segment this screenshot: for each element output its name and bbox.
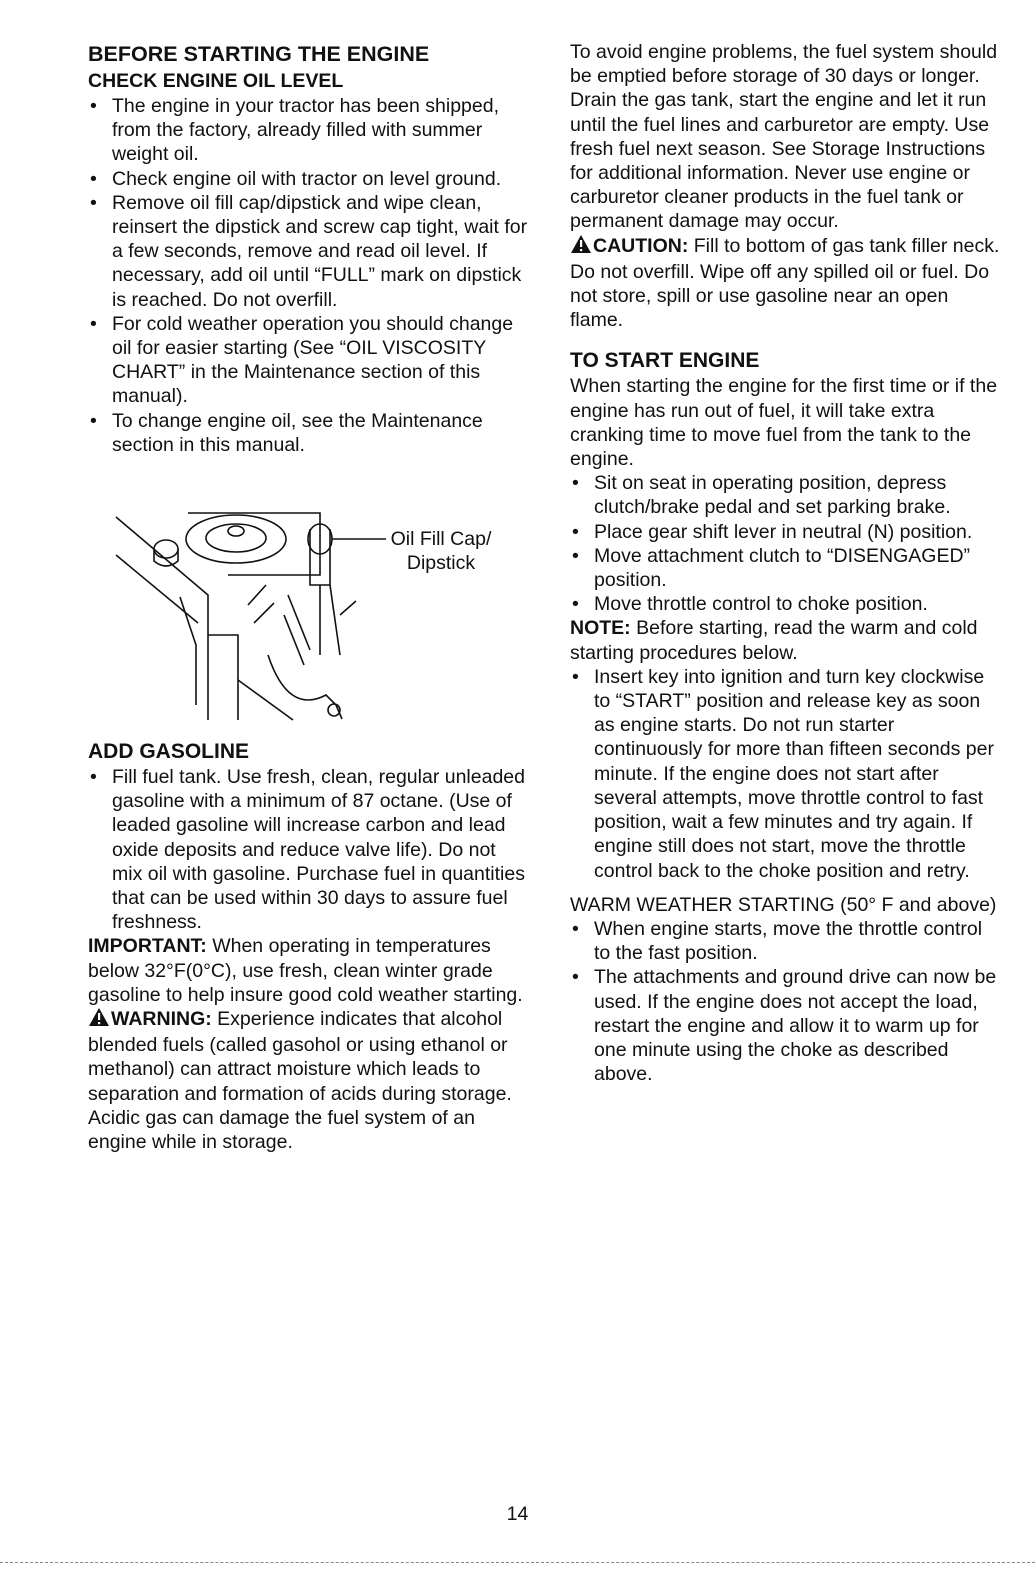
- page-number: 14: [506, 1503, 529, 1525]
- list-item: • Sit on seat in operating position, depress clutch/brake pedal and set parking brake.: [570, 471, 1000, 519]
- oil-bullet-list: [88, 94, 528, 457]
- list-item: • When engine starts, move the throttle control to the fast position.: [570, 917, 1000, 965]
- start-intro-paragraph: When starting the engine for the first time or if the engine has run out of fuel, it will take extra cranking time to move fuel from the tank to the engine.: [570, 375, 998, 471]
- list-item: • Move attachment clutch to “DISENGAGED” position.: [570, 544, 1000, 592]
- subheading-to-start-engine: TO START ENGINE: [570, 349, 760, 373]
- bottom-divider: [0, 1562, 1035, 1563]
- note-paragraph: [570, 616, 1000, 664]
- important-label: IMPORTANT:: [88, 935, 207, 958]
- subheading-check-oil: CHECK ENGINE OIL LEVEL: [88, 70, 344, 92]
- list-item: • Remove oil fill cap/dipstick and wipe clean, reinsert the dipstick and screw cap tight, wait for a few seconds, remove and read oil level. If necessary, add oil until “FULL” mark on dipstick is reached. Do not overfill.: [88, 191, 528, 312]
- section-heading-before-starting: BEFORE STARTING THE ENGINE: [88, 42, 430, 66]
- list-item: • The attachments and ground drive can now be used. If the engine does not accept the load, restart the engine and allow it to warm up for one minute using the choke as described above.: [570, 965, 1000, 1086]
- note-text: Before starting, read the warm and cold starting procedures below.: [570, 617, 978, 664]
- note-label: NOTE:: [570, 617, 631, 640]
- list-item: • Check engine oil with tractor on level ground.: [88, 167, 528, 191]
- warm-weather-bullet-list: [570, 917, 1000, 1086]
- oil-fill-cap-figure: [88, 505, 528, 725]
- caution-label: CAUTION:: [593, 234, 689, 257]
- caution-paragraph: [570, 234, 1000, 333]
- list-item: • The engine in your tractor has been shipped, from the factory, already filled with summer weight oil.: [88, 94, 528, 167]
- important-text: When operating in temperatures below 32°F(0°C), use fresh, clean winter grade gasoline to help insure good cold weather starting.: [88, 935, 523, 1006]
- right-column: [570, 40, 1000, 1086]
- fuel-storage-paragraph: To avoid engine problems, the fuel system should be emptied before storage of 30 days or longer. Drain the gas tank, start the engine and let it run until the fuel lines and carburetor are empty. Use fresh fuel next season. See Storage Instructions for additional information. Never use engine or carburetor cleaner products in the fuel tank or permanent damage may occur.: [570, 41, 998, 233]
- list-item: • To change engine oil, see the Maintenance section in this manual.: [88, 409, 528, 457]
- list-item: • Insert key into ignition and turn key clockwise to “START” position and release key as soon as engine starts. Do not run starter continuously for more than fifteen seconds per minute. If the engine does not start after several attempts, move throttle control to fast position, wait a few minutes and try again. If engine still does not start, move the throttle control back to the choke position and retry.: [570, 665, 1000, 883]
- caution-text: Fill to bottom of gas tank filler neck. Do not overfill. Wipe off any spilled oil or fuel. Do not store, spill or use gasoline near an open flame.: [570, 234, 1000, 332]
- engine-illustration: [88, 505, 388, 725]
- list-item: • Move throttle control to choke position.: [570, 592, 1000, 616]
- subheading-add-gasoline: ADD GASOLINE: [88, 740, 250, 764]
- figure-callout-label: Oil Fill Cap/ Dipstick: [390, 528, 492, 575]
- start-bullet-list: [570, 471, 1000, 616]
- list-item: • Place gear shift lever in neutral (N) position.: [570, 520, 1000, 544]
- warm-weather-heading: WARM WEATHER STARTING (50° F and above): [570, 893, 997, 916]
- ignition-bullet-list: [570, 665, 1000, 883]
- warning-paragraph: [88, 1007, 528, 1154]
- list-item: • Fill fuel tank. Use fresh, clean, regular unleaded gasoline with a minimum of 87 octane. (Use of leaded gasoline will increase carbon and lead oxide deposits and reduce valve life). Do not mix oil with gasoline. Purchase fuel in quantities that can be used within 30 days to assure fuel freshness.: [88, 765, 528, 934]
- warning-text: Experience indicates that alcohol blended fuels (called gasohol or using ethanol or methanol) can attract moisture which leads to separation and formation of acids during storage. Acidic gas can damage the fuel system of an engine while in storage.: [88, 1008, 512, 1154]
- gasoline-bullet-list: [88, 765, 528, 934]
- list-item: • For cold weather operation you should change oil for easier starting (See “OIL VISCOSITY CHART” in the Maintenance section of this manual).: [88, 312, 528, 409]
- warning-label: WARNING:: [111, 1008, 212, 1031]
- left-column: [88, 40, 528, 1154]
- important-paragraph: [88, 934, 528, 1007]
- warning-triangle-icon: [88, 1007, 110, 1033]
- caution-triangle-icon: [570, 234, 592, 260]
